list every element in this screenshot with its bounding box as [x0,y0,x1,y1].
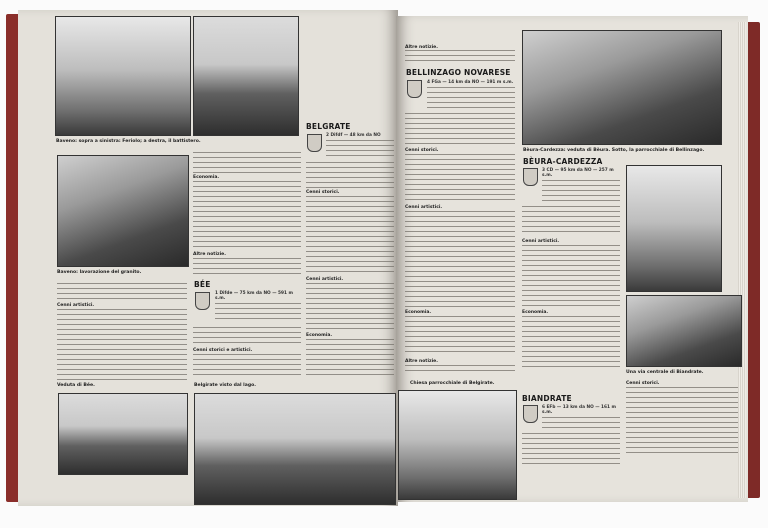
text-paragraph [193,258,301,274]
text-paragraph [193,354,301,378]
text-entry-data [542,180,620,201]
text-paragraph [193,181,301,249]
text-entry-data [215,303,301,323]
entry-belgirate: 2 Difdf — 48 km da NO [326,133,381,138]
label-altre-notizie: Altre notizie. [193,252,226,257]
text-paragraph [306,283,394,331]
label-cenni-storici: Cenni storici. [405,148,439,153]
caption-beura: Bèura-Cardezza: veduta di Bèura. Sotto, la parrocchiale di Bellinzago. [523,148,705,153]
photo-belgirate-church [398,390,517,500]
photo-bellinzago-church [626,165,722,292]
label-cenni-storici: Cenni storici. [626,381,660,386]
label-cenni-storici-artistici: Cenni storici e artistici. [193,348,253,353]
coat-of-arms-icon [523,168,538,186]
caption-bee-view: Veduta di Bée. [57,383,95,388]
text-paragraph [193,152,301,174]
label-economia: Economia. [306,333,333,338]
coat-of-arms-icon [407,80,422,98]
caption-belgirate-lake: Belgirate visto dal lago. [194,383,257,388]
entry-bellinzago: 4 FGa — 14 km da NO — 191 m s.m. [427,80,514,85]
entry-bee: 1 Difde — 75 km da NO — 591 m s.m. [215,291,293,301]
text-paragraph [405,154,515,202]
label-cenni-artistici: Cenni artistici. [306,277,344,282]
text-paragraph [522,206,620,236]
caption-baveno-granite: Baveno: lavorazione del granito. [57,270,142,275]
entry-beura: 3 CD — 95 km da NO — 257 m s.m. [542,168,614,178]
text-paragraph [522,433,620,466]
text-paragraph [405,365,515,375]
text-paragraph [405,316,515,356]
photo-beura [522,30,722,145]
text-paragraph [626,387,738,457]
coat-of-arms-icon [195,292,210,310]
text-entry-data [326,140,394,158]
heading-bellinzago: BELLINZAGO NOVARESE [406,68,511,77]
label-economia: Economia. [522,310,549,315]
entry-biandrate: 6 EFb — 13 km da NO — 161 m s.m. [542,405,616,415]
text-paragraph [405,113,515,145]
heading-bee: BÉE [194,280,211,289]
label-altre-notizie: Altre notizie. [405,45,438,50]
coat-of-arms-icon [523,405,538,423]
label-cenni-artistici: Cenni artistici. [405,205,443,210]
text-paragraph [306,162,394,188]
text-paragraph [405,50,515,62]
photo-granite-work [57,155,189,267]
photo-feriolo [55,16,191,136]
text-paragraph [522,316,620,370]
text-paragraph [522,245,620,307]
label-cenni-storici: Cenni storici. [306,190,340,195]
heading-biandrate: BIANDRATE [522,394,572,403]
label-economia: Economia. [405,310,432,315]
photo-biandrate-street [626,295,742,367]
label-cenni-artistici: Cenni artistici. [522,239,560,244]
text-paragraph [405,211,515,307]
text-entry-data [427,87,515,109]
text-entry-data [542,417,620,429]
page-edges [738,22,746,498]
caption-biandrate-street: Una via centrale di Biandrate. [626,370,704,375]
heading-beura-cardezza: BÈURA-CARDEZZA [523,157,603,166]
photo-battistero [193,16,299,136]
text-paragraph [306,339,394,379]
photo-bee-view [58,393,188,475]
coat-of-arms-icon [307,134,322,152]
text-paragraph [57,283,187,303]
photo-belgirate-lake [194,393,396,505]
caption-belgirate-church: Chiesa parrocchiale di Belgirate. [410,381,495,386]
label-economia: Economia. [193,175,220,180]
text-paragraph [193,327,301,345]
heading-belgirate: BELGRATE [306,122,351,131]
label-altre-notizie: Altre notizie. [405,359,438,364]
text-paragraph [57,309,187,381]
label-cenni-artistici: Cenni artistici. [57,303,95,308]
text-paragraph [306,196,394,274]
caption-baveno-top: Baveno: sopra a sinistra: Feriolo; a destra, il battistero. [56,139,201,144]
